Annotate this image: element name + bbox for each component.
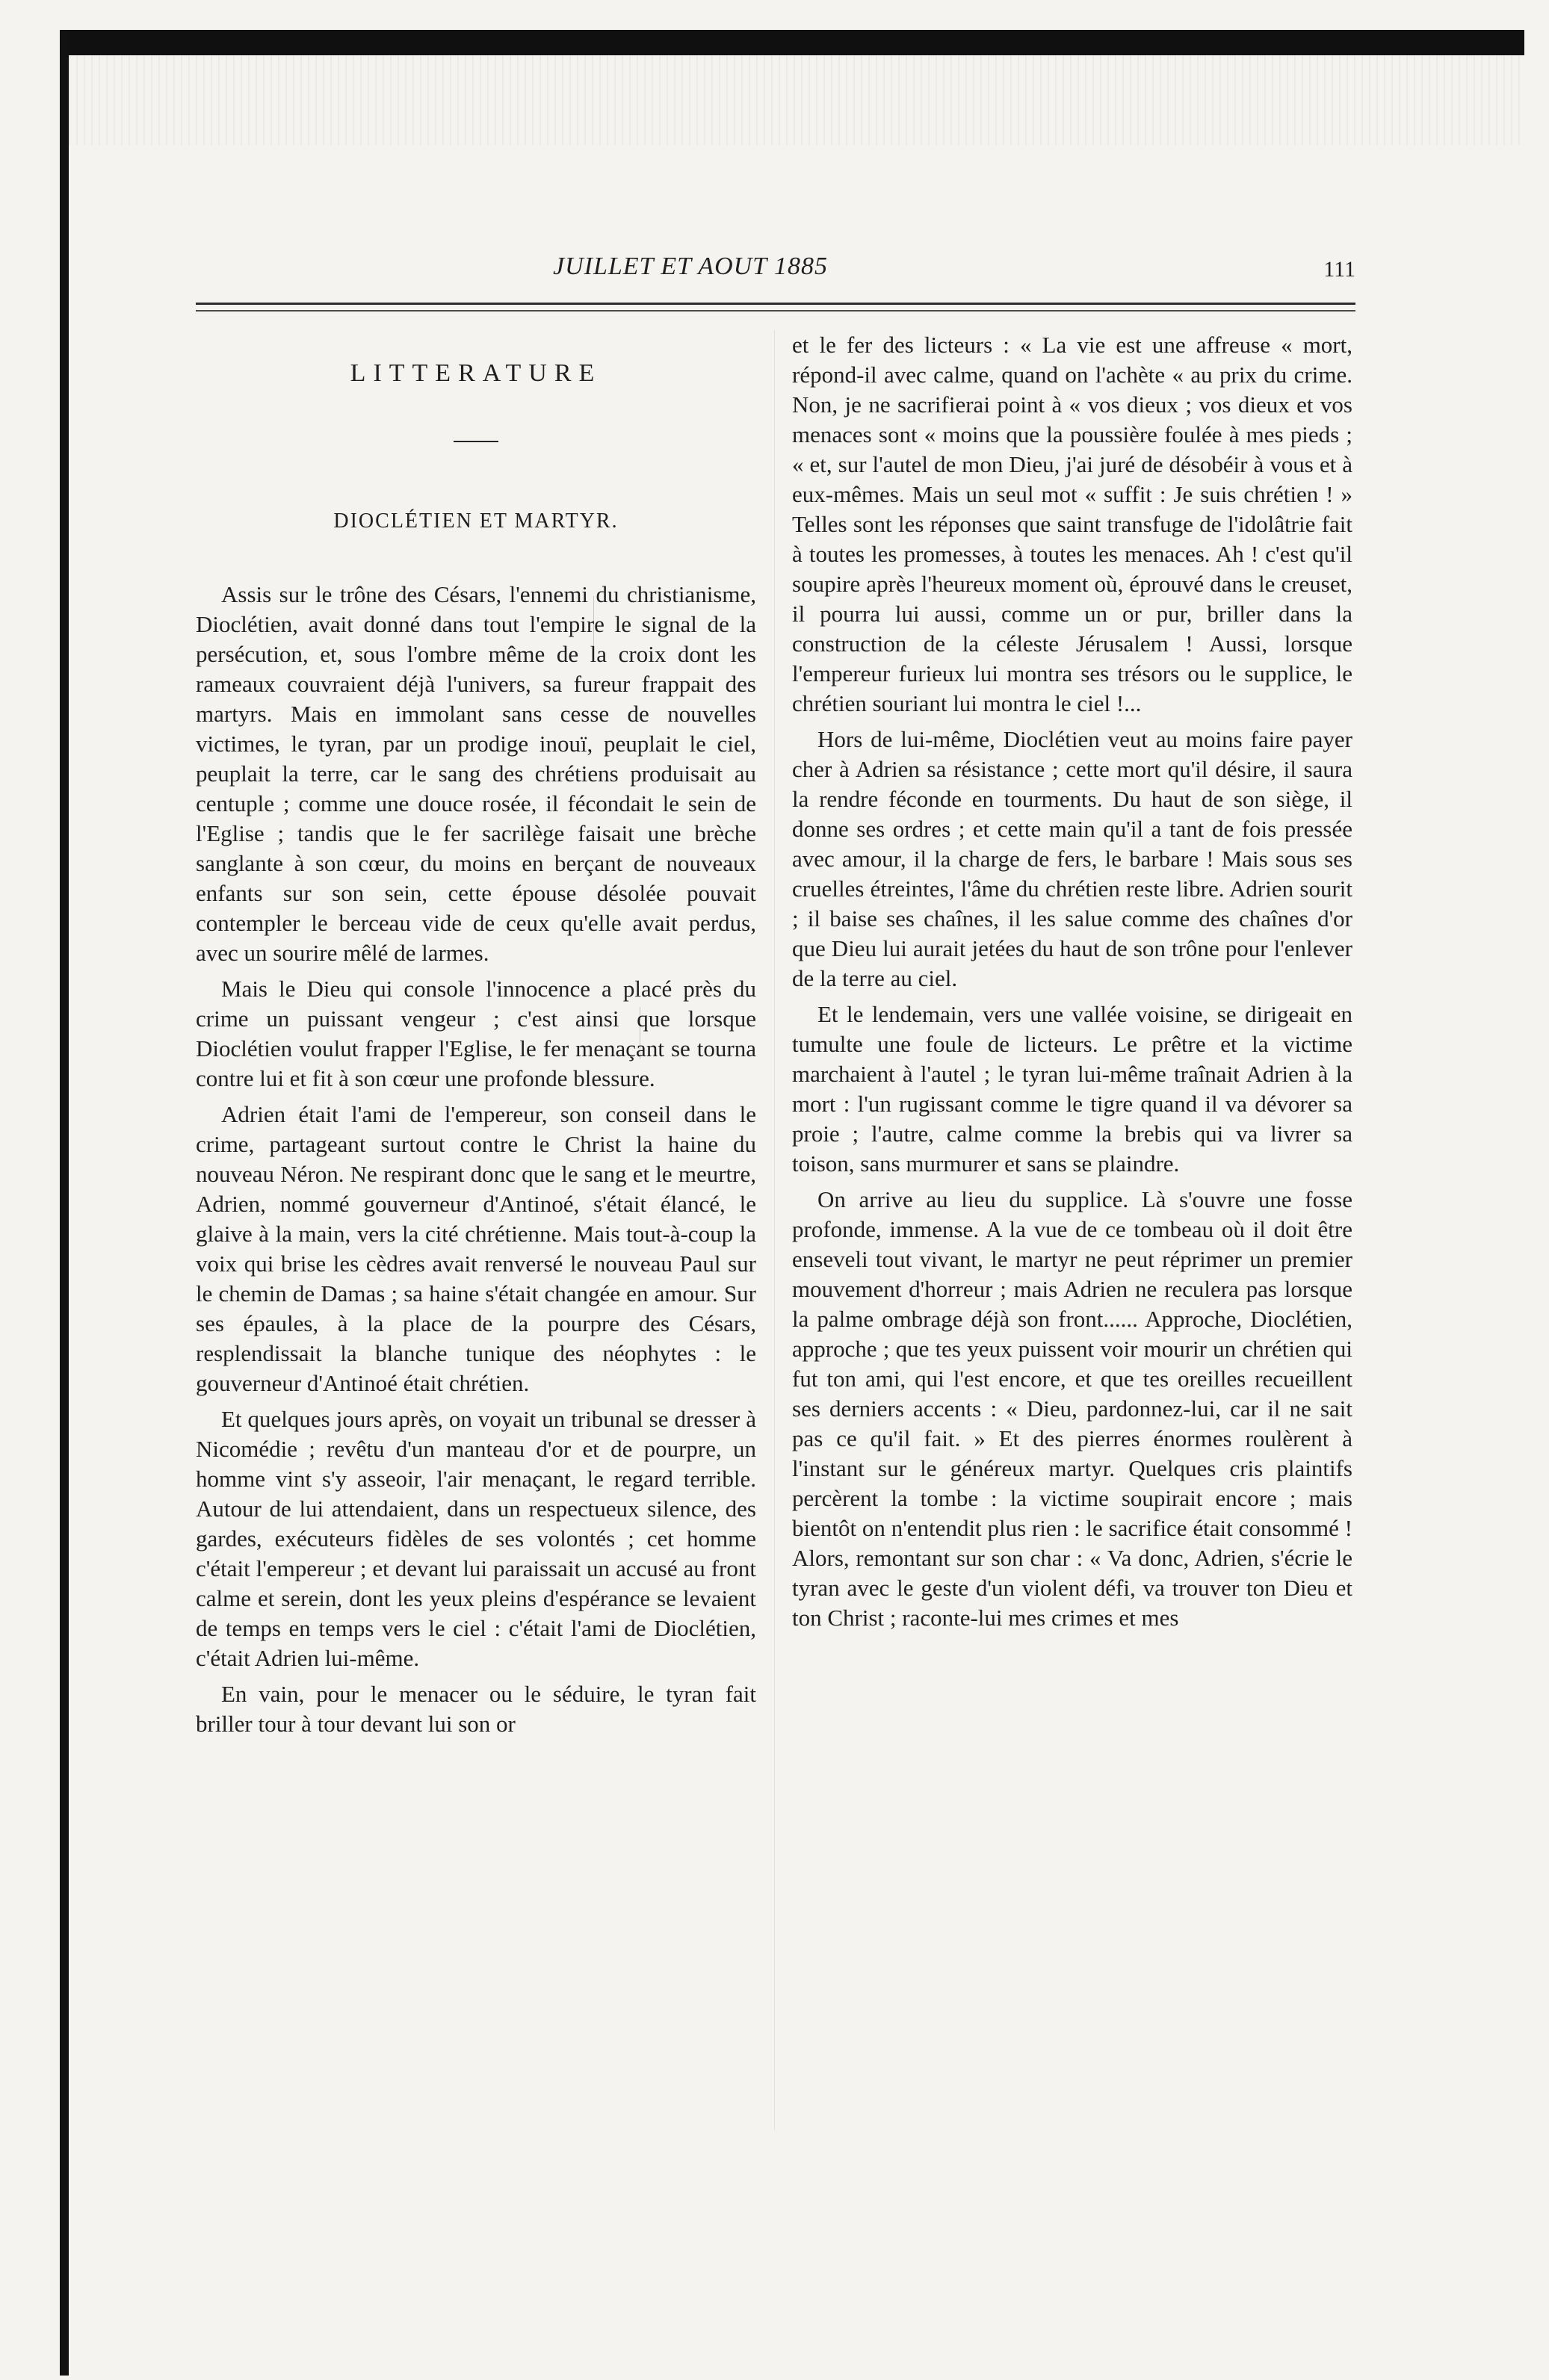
left-paragraph-4: Et quelques jours après, on voyait un tribunal se dresser à Nicomédie ; revêtu d'un manteau d'or et de pourpre, un homme vint s'y asseoir, l'air menaçant, le regard terrible. Autour de lui attendaient, dans un respectueux silence, des gardes, exécuteurs fidèles de ses volontés ; cet homme c'était l'empereur ; et devant lui paraissait un accusé au front calme et serein, dont les yeux pleins d'espérance se levaient de temps en temps vers le ciel : c'était l'ami de Dioclétien, c'était Adrien lui-même. [196, 1406, 756, 1671]
right-column [792, 330, 1352, 1639]
section-title: LITTERATURE [350, 359, 602, 387]
right-paragraph-3: Et le lendemain, vers une vallée voisine, se dirigeait en tumulte une foule de licteurs. Le prêtre et la victime marchaient à l'autel ; le tyran lui-même traînait Adrien à la mort : l'un rugissant comme le tigre quand il va dévorer sa proie ; l'autre, calme comme la brebis qui va livrer sa toison, sans murmurer et sans se plaindre. [792, 1001, 1352, 1177]
article-title: DIOCLÉTIEN ET MARTYR. [333, 509, 619, 533]
page-header [196, 252, 1355, 288]
left-column [196, 330, 756, 1745]
document-page [196, 252, 1355, 2135]
header-rule-bottom [196, 310, 1355, 312]
page-number: 111 [1323, 257, 1355, 282]
left-paragraph-5: En vain, pour le menacer ou le séduire, le tyran fait briller tour à tour devant lui son or [196, 1681, 756, 1737]
scan-texture [69, 55, 1524, 145]
left-paragraph-1: Assis sur le trône des Césars, l'ennemi du christianisme, Dioclétien, avait donné dans tout l'empire le signal de la persécution, et, sous l'ombre même de la croix dont les rameaux couvraient déjà l'univers, sa fureur frappait des martyrs. Mais en immolant sans cesse de nouvelles victimes, le tyran, par un prodige inouï, peuplait le ciel, peuplait la terre, car le sang des chrétiens produisait au centuple ; comme une douce rosée, il fécondait le sein de l'Eglise ; tandis que le fer sacrilège faisait une brèche sanglante à son cœur, du moins en berçant de nouveaux enfants sur son sein, cette épouse désolée pouvait contempler le berceau vide de ceux qu'elle avait perdus, avec un sourire mêlé de larmes. [196, 581, 756, 966]
right-paragraph-2: Hors de lui-même, Dioclétien veut au moins faire payer cher à Adrien sa résistance ; cette mort qu'il désire, il saura la rendre féconde en tourments. Du haut de son siège, il donne ses ordres ; et cette main qu'il a tant de fois pressée avec amour, il la charge de fers, le barbare ! Mais sous ses cruelles étreintes, l'âme du chrétien reste libre. Adrien sourit ; il baise ses chaînes, il les salue comme des chaînes d'or que Dieu lui aurait jetées du haut de son trône pour l'enlever de la terre au ciel. [792, 726, 1352, 991]
section-divider [454, 441, 498, 442]
column-gutter [774, 330, 775, 2130]
left-paragraph-3: Adrien était l'ami de l'empereur, son conseil dans le crime, partageant surtout contre le Christ la haine du nouveau Néron. Ne respirant donc que le sang et le meurtre, Adrien, nommé gouverneur d'Antinoé, s'était élancé, le glaive à la main, vers la cité chrétienne. Mais tout-à-coup la voix qui brise les cèdres avait renversé le nouveau Paul sur le chemin de Damas ; sa haine s'était changée en amour. Sur ses épaules, à la place de la pourpre des Césars, resplendissait la blanche tunique des néophytes : le gouverneur d'Antinoé était chrétien. [196, 1101, 756, 1396]
header-rule-top [196, 303, 1355, 305]
scan-left-edge [60, 30, 69, 2376]
scan-top-edge [60, 30, 1524, 55]
right-paragraph-4: On arrive au lieu du supplice. Là s'ouvre une fosse profonde, immense. A la vue de ce tombeau où il doit être enseveli tout vivant, le martyr ne peut réprimer un premier mouvement d'horreur ; mais Adrien ne reculera pas lorsque la palme ombrage déjà son front...... Approche, Dioclétien, approche ; que tes yeux puissent voir mourir un chrétien qui fut ton ami, qui l'est encore, et que tes oreilles recueillent ses derniers accents : « Dieu, pardonnez-lui, car il ne sait pas ce qu'il fait. » Et des pierres énormes roulèrent à l'instant sur le généreux martyr. Quelques cris plaintifs percèrent la tombe : la victime soupirait encore ; mais bientôt on n'entendit plus rien : le sacrifice était consommé ! Alors, remontant sur son char : « Va donc, Adrien, s'écrie le tyran avec le geste d'un violent défi, va trouver ton Dieu et ton Christ ; raconte-lui mes crimes et mes [792, 1186, 1352, 1631]
right-paragraph-1: et le fer des licteurs : « La vie est une affreuse « mort, répond-il avec calme, quand on l'achète « au prix du crime. Non, je ne sacrifierai point à « vos dieux ; vos dieux et vos menaces sont « moins que la poussière foulée à mes pieds ; « et, sur l'autel de mon Dieu, j'ai juré de désobéir à vous et à eux-mêmes. Mais un seul mot « suffit : Je suis chrétien ! » Telles sont les réponses que saint transfuge de l'idolâtrie fait à toutes les promesses, à toutes les menaces. Ah ! c'est qu'il soupire après l'heureux moment où, éprouvé dans le creuset, il pourra lui aussi, comme un or pur, briller dans la construction de la céleste Jérusalem ! Aussi, lorsque l'empereur furieux lui montra ses trésors ou le supplice, le chrétien souriant lui montra le ciel !... [792, 332, 1352, 716]
left-paragraph-2: Mais le Dieu qui console l'innocence a placé près du crime un puissant vengeur ; c'est ainsi que lorsque Dioclétien voulut frapper l'Eglise, le fer menaçant se tourna contre lui et fit à son cœur une profonde blessure. [196, 976, 756, 1091]
running-head: JUILLET ET AOUT 1885 [553, 252, 828, 280]
scan-mark [593, 596, 594, 648]
